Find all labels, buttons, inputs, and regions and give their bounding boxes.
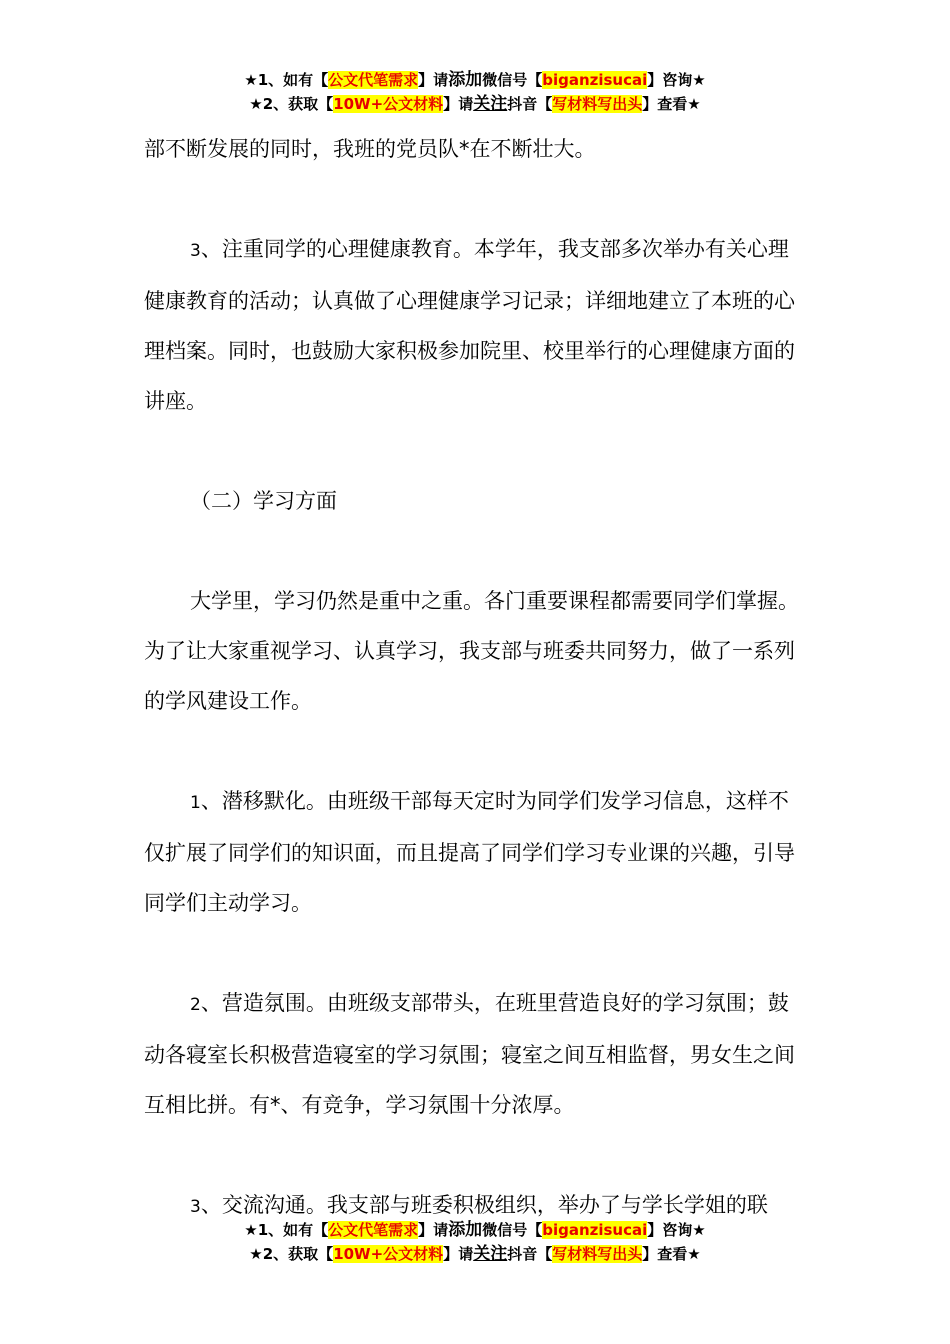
paragraph-text: 、营造氛围。由班级支部带头，在班里营造良好的学习氛围；鼓动各寝室长积极营造寝室的学习氛围；寝室之间互相监督，男女生之间互相比拼。有*、有竞争，学习氛围十分浓厚。 xyxy=(144,991,795,1117)
paragraph-text: 、注重同学的心理健康教育。本学年，我支部多次举办有关心理健康教育的活动；认真做了心理健康学习记录；详细地建立了本班的心理档案。同时，也鼓励大家积极参加院里、校里举行的心理健康方面的讲座。 xyxy=(144,237,795,413)
list-number: 2 xyxy=(190,995,201,1015)
banner-line-2 xyxy=(0,1242,950,1266)
banner-text: 抖音【 xyxy=(507,95,553,113)
banner-text: 微信号【 xyxy=(482,71,543,89)
footer-banner xyxy=(0,1218,950,1266)
banner-text: 】请 xyxy=(443,1245,474,1263)
banner-text: ★1、如有【 xyxy=(244,71,329,89)
banner-text: 】查看★ xyxy=(642,1245,701,1263)
banner-text: ★1、如有【 xyxy=(244,1221,329,1239)
banner-highlight: 10W+公文材料 xyxy=(333,1245,444,1263)
paragraph xyxy=(144,776,809,928)
list-number: 3 xyxy=(190,241,201,261)
banner-emphasis: 添加 xyxy=(448,70,483,90)
paragraph: 部不断发展的同时，我班的党员队*在不断壮大。 xyxy=(144,137,596,161)
banner-line-2 xyxy=(0,92,950,116)
paragraph xyxy=(144,978,809,1130)
banner-highlight: biganzisucai xyxy=(542,1221,648,1239)
banner-highlight: 公文代笔需求 xyxy=(328,1221,419,1239)
banner-highlight: 写材料写出头 xyxy=(552,95,643,113)
header-banner xyxy=(0,68,950,116)
document-body xyxy=(144,124,809,1232)
banner-highlight: 10W+公文材料 xyxy=(333,95,444,113)
banner-text: 】请 xyxy=(418,1221,449,1239)
paragraph-text: 、交流沟通。我支部与班委积极组织，举办了与学长学姐的联 xyxy=(200,1193,768,1217)
banner-text: 抖音【 xyxy=(507,1245,553,1263)
list-number: 1 xyxy=(190,793,201,813)
banner-emphasis: 关注 xyxy=(473,94,508,114)
banner-highlight: 写材料写出头 xyxy=(552,1245,643,1263)
list-number: 3 xyxy=(190,1197,201,1217)
paragraph xyxy=(144,224,809,426)
banner-line-1 xyxy=(0,68,950,92)
banner-text: ★2、获取【 xyxy=(249,1245,334,1263)
banner-text: 】咨询★ xyxy=(647,1221,706,1239)
banner-text: 】咨询★ xyxy=(647,71,706,89)
banner-text: ★2、获取【 xyxy=(249,95,334,113)
banner-emphasis: 关注 xyxy=(473,1244,508,1264)
banner-text: 微信号【 xyxy=(482,1221,543,1239)
banner-text: 】请 xyxy=(418,71,449,89)
paragraph: 大学里，学习仍然是重中之重。各门重要课程都需要同学们掌握。为了让大家重视学习、认真学习，我支部与班委共同努力，做了一系列的学风建设工作。 xyxy=(144,589,799,713)
banner-highlight: 公文代笔需求 xyxy=(328,71,419,89)
section-heading: （二）学习方面 xyxy=(190,489,337,513)
banner-text: 】查看★ xyxy=(642,95,701,113)
banner-emphasis: 添加 xyxy=(448,1220,483,1240)
paragraph-text: 、潜移默化。由班级干部每天定时为同学们发学习信息，这样不仅扩展了同学们的知识面，而且提高了同学们学习专业课的兴趣，引导同学们主动学习。 xyxy=(144,789,795,915)
banner-line-1 xyxy=(0,1218,950,1242)
banner-highlight: biganzisucai xyxy=(542,71,648,89)
banner-text: 】请 xyxy=(443,95,474,113)
